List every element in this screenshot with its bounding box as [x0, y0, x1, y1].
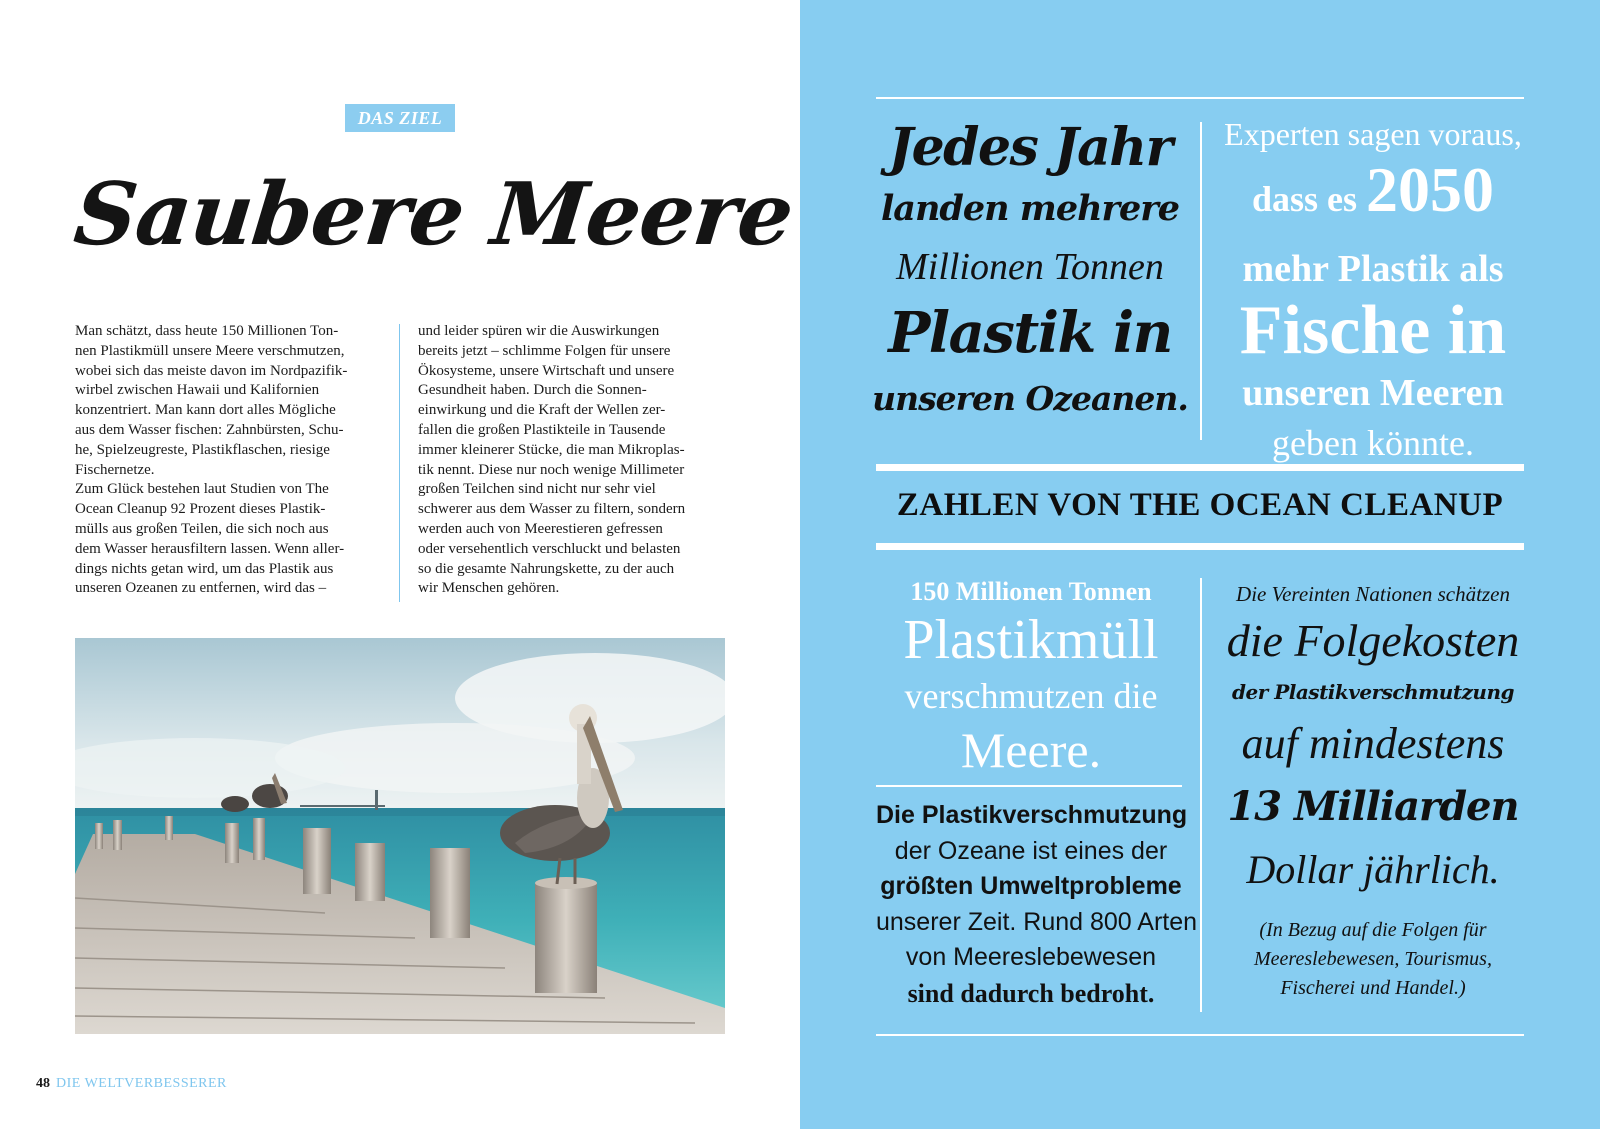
body-line: Zum Glück bestehen laut Studien von The	[75, 481, 329, 498]
fact-line: Meere.	[960, 722, 1102, 778]
body-line: unseren Ozeanen zu entfernen, wird das –	[75, 580, 327, 597]
fact-line: Plastikmüll	[903, 609, 1159, 671]
body-line: he, Spielzeugreste, Plastikflaschen, riesige	[75, 441, 330, 458]
fact-line: die Folgekosten	[1226, 615, 1520, 666]
fact-150-million	[876, 574, 1186, 778]
fact-line: der Plastikverschmutzung	[1232, 680, 1514, 704]
body-line: oder versehentlich verschluckt und belasten	[418, 540, 681, 557]
body-line: konzentriert. Man kann dort alles Mögliche	[75, 402, 336, 419]
fact-note: Meereslebewesen, Tourismus,	[1254, 948, 1492, 970]
body-line: dings nichts getan wird, um das Plastik aus	[75, 560, 334, 577]
fact-note: (In Bezug auf die Folgen für	[1259, 919, 1487, 941]
body-column-2	[418, 322, 728, 599]
body-line: schwerer aus dem Wasser zu filtern, sondern	[418, 501, 686, 518]
body-line: einwirkung und die Kraft der Wellen zer-	[418, 402, 666, 419]
pelican-pier-photo	[75, 638, 725, 1034]
headline: Saubere Meere	[69, 164, 798, 265]
body-line: werden auch von Meerestieren gefressen	[418, 520, 663, 537]
body-line: dem Wasser herausfiltern lassen. Wenn aller-	[75, 540, 345, 557]
fact-line: unseren Ozeanen.	[872, 379, 1188, 418]
year-figure: 2050	[1366, 154, 1495, 225]
fact-line: geben könnte.	[1272, 423, 1474, 463]
body-line: tik nennt. Diese nur noch wenige Millimeter	[418, 461, 685, 478]
fact-line	[1218, 156, 1528, 241]
column-divider	[399, 324, 400, 602]
body-line: fallen die großen Plastikteile in Tausende	[418, 421, 666, 438]
fact-line: der Ozeane ist eines der	[894, 836, 1168, 865]
body-line: und leider spüren wir die Auswirkungen	[418, 323, 660, 339]
top-rule	[876, 97, 1524, 99]
fact-line-part: dass es	[1251, 179, 1367, 219]
fact-line: Millionen Tonnen	[896, 246, 1164, 288]
fact-line: unserer Zeit. Rund 800 Arten	[876, 907, 1198, 936]
section-rule-top	[876, 464, 1524, 471]
fact-line: auf mindestens	[1241, 719, 1505, 768]
body-line: Ocean Cleanup 92 Prozent dieses Plastik-	[75, 501, 326, 518]
page-number: 48	[36, 1076, 50, 1091]
bottom-divider	[1200, 578, 1202, 1012]
body-line: großen Teilchen sind nicht nur sehr viel	[418, 481, 656, 498]
fact-line: landen mehrere	[881, 188, 1179, 229]
body-line: Man schätzt, dass heute 150 Millionen Ton-	[75, 323, 339, 339]
fact-line: sind dadurch bedroht.	[907, 978, 1155, 1008]
body-line: wobei sich das meiste davon im Nordpazifik-	[75, 362, 348, 379]
body-line: Gesundheit haben. Durch die Sonnen-	[418, 382, 647, 399]
body-line: wir Menschen gehören.	[418, 580, 560, 597]
fact-divider	[876, 785, 1182, 787]
body-column-1	[75, 322, 385, 599]
body-line: wirbel zwischen Hawaii und Kalifornien	[75, 382, 320, 399]
bottom-rule	[876, 1034, 1524, 1036]
folio	[36, 1074, 227, 1094]
body-line: Ökosysteme, unsere Wirtschaft und unsere	[418, 362, 675, 379]
fact-pollution-problem	[876, 798, 1198, 1011]
fact-yearly-tonnes	[870, 116, 1190, 428]
section-rule-bottom	[876, 543, 1524, 550]
fact-line: von Meereslebewesen	[905, 943, 1157, 971]
body-line: aus dem Wasser fischen: Zahnbürsten, Schu-	[75, 421, 344, 438]
body-line: so die gesamte Nahrungskette, zu der auch	[418, 560, 675, 577]
fact-line: Experten sagen voraus,	[1224, 116, 1522, 152]
fact-line: größten Umweltprobleme	[880, 872, 1182, 900]
fact-line: 150 Millionen Tonnen	[910, 577, 1152, 606]
fact-line: Fische in	[1239, 292, 1507, 369]
fact-note: Fischerei und Handel.)	[1280, 977, 1466, 999]
section-tag: DAS ZIEL	[345, 104, 455, 132]
fact-line: Die Vereinten Nationen schätzen	[1236, 582, 1510, 606]
top-divider	[1200, 122, 1202, 440]
fact-line: Dollar jährlich.	[1246, 847, 1500, 892]
fact-line: 13 Milliarden	[1227, 783, 1519, 830]
body-line: nen Plastikmüll unsere Meere verschmutzen,	[75, 342, 345, 359]
fact-line: verschmutzen die	[904, 676, 1158, 716]
fact-line: Die Plastikverschmutzung	[876, 801, 1188, 829]
fact-line: Jedes Jahr	[888, 117, 1172, 178]
body-line: mülls aus großen Teilen, die sich noch aus	[75, 520, 329, 537]
body-line: bereits jetzt – schlimme Folgen für unsere	[418, 342, 671, 359]
fact-line: unseren Meeren	[1242, 372, 1504, 414]
fact-un-costs	[1218, 578, 1528, 1003]
body-line: Fischernetze.	[75, 461, 155, 478]
fact-2050-prediction	[1218, 112, 1528, 465]
body-line: immer kleinerer Stücke, die man Mikroplas-	[418, 441, 685, 458]
magazine-name: DIE WELTVERBESSERER	[56, 1076, 227, 1091]
fact-line: Plastik in	[888, 300, 1172, 366]
fact-line: mehr Plastik als	[1242, 248, 1504, 290]
section-title: ZAHLEN VON THE OCEAN CLEANUP	[896, 487, 1504, 523]
